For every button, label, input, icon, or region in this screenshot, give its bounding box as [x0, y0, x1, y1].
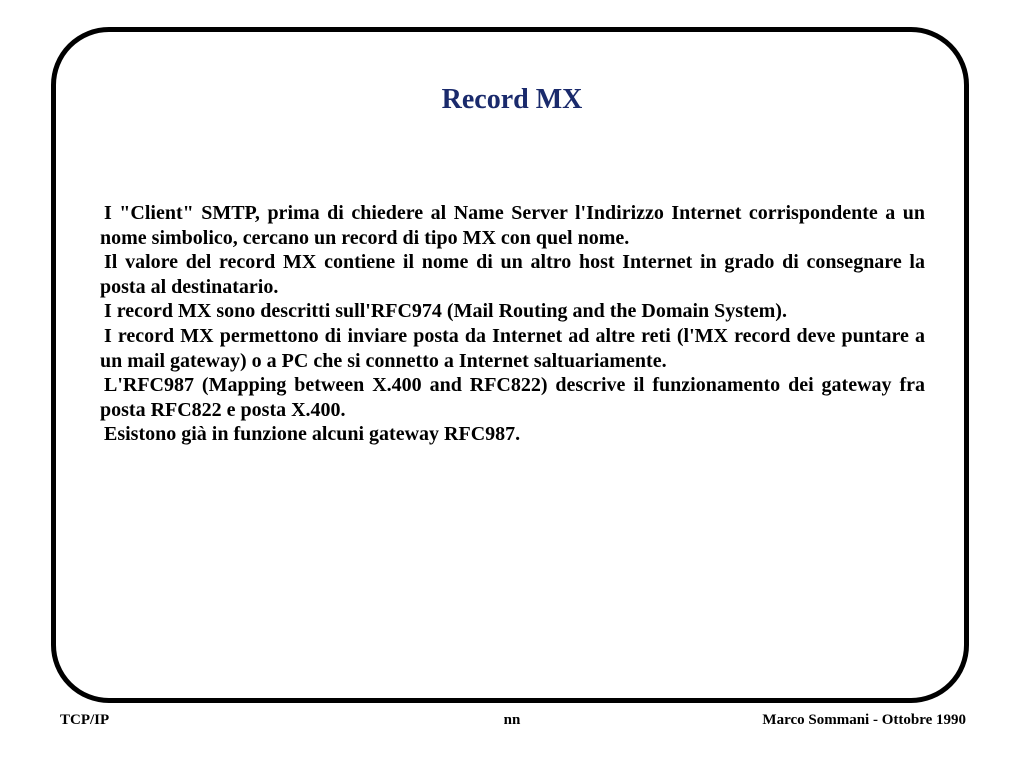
paragraph-gateways-active: Esistono già in funzione alcuni gateway RFC987. — [104, 423, 521, 446]
paragraph-mx-value: Il valore del record MX contiene il nome di un altro host Internet in grado di consegnare la posta al destinatario. — [100, 251, 925, 298]
footer-author-date: Marco Sommani - Ottobre 1990 — [762, 712, 966, 728]
slide-title: Record MX — [441, 84, 583, 115]
paragraph-rfc987: L'RFC987 (Mapping between X.400 and RFC822) descrive il funzionamento dei gateway fra posta RFC822 e posta X.400. — [100, 374, 925, 421]
slide-body — [100, 201, 925, 447]
paragraph-rfc974: I record MX sono descritti sull'RFC974 (Mail Routing and the Domain System). — [104, 300, 787, 323]
footer-page-number: nn — [503, 712, 521, 728]
paragraph-client-smtp: I "Client" SMTP, prima di chiedere al Name Server l'Indirizzo Internet corrispondente a un nome simbolico, cercano un record di tipo MX con quel nome. — [100, 202, 925, 249]
paragraph-mx-gateway: I record MX permettono di inviare posta da Internet ad altre reti (l'MX record deve puntare a un mail gateway) o a PC che si connetto a Internet saltuariamente. — [100, 324, 925, 372]
footer-course: TCP/IP — [60, 712, 110, 728]
